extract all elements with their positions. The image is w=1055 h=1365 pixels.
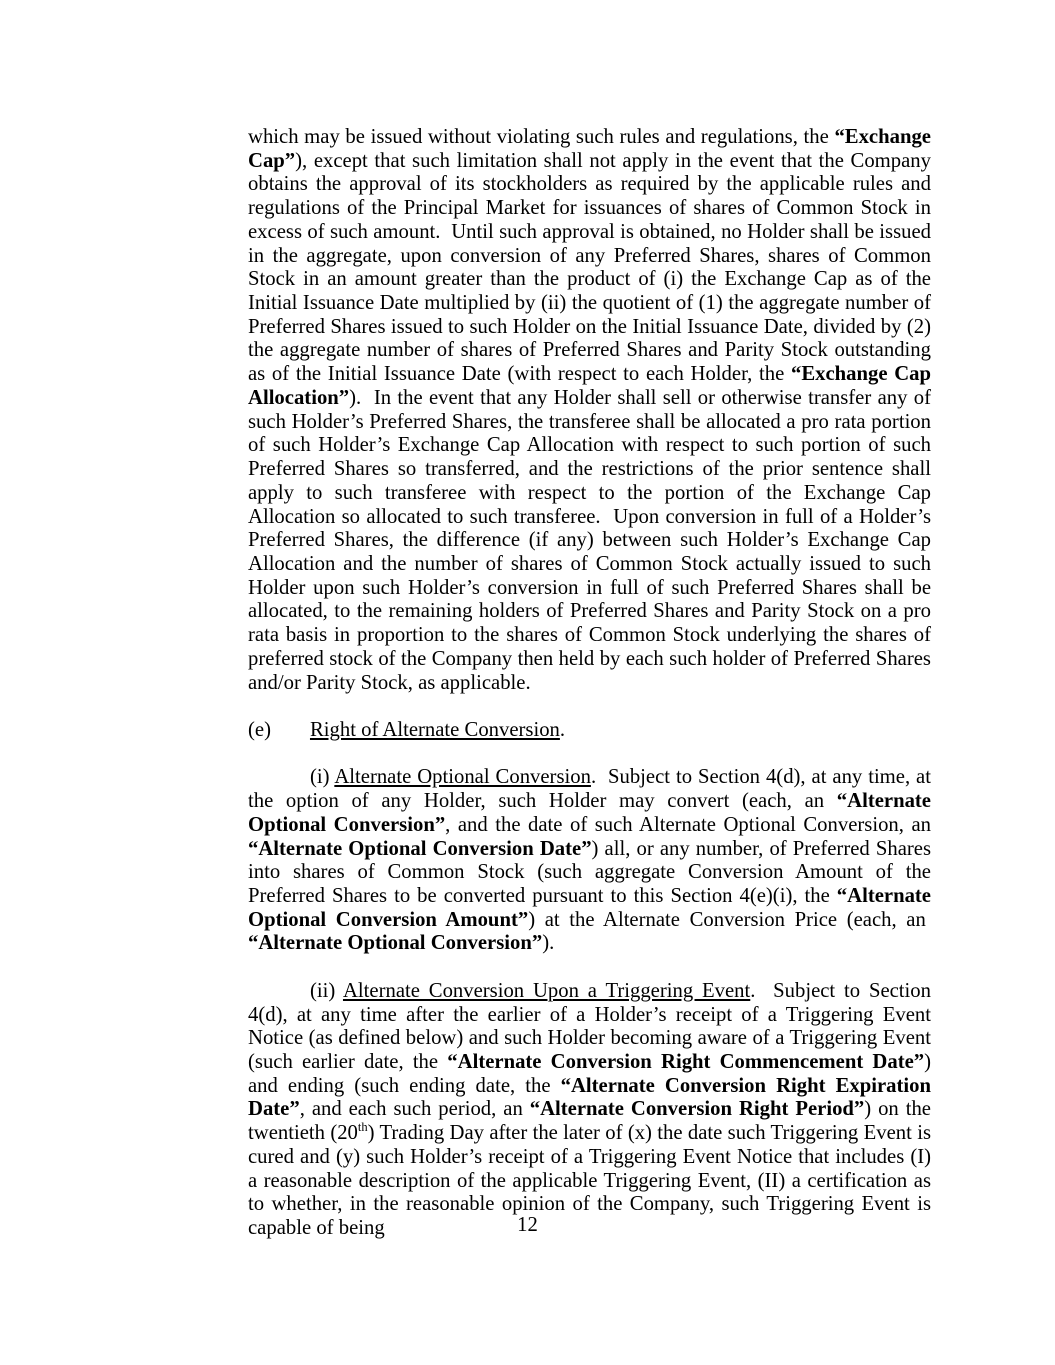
- paragraph-alternate-optional-conversion: [248, 766, 931, 956]
- text-run: (ii): [310, 979, 343, 1002]
- section-e-heading: [248, 719, 931, 743]
- text-run: ) all, or any number, of Preferred Shares into shares of Common Stock (such aggregate Conversion Amount of the Preferred Shares to be converted pursuant to this Section 4(e)(i), the: [248, 837, 931, 907]
- text-run: Alternate Optional Conversion: [334, 766, 591, 789]
- text-run: “Alternate Conversion Right Commencement Date”: [447, 1051, 925, 1074]
- text-run: “Alternate Conversion Right Period”: [529, 1098, 865, 1121]
- text-run: Alternate Conversion Upon a Triggering Event: [342, 979, 751, 1002]
- text-run: , and the date of such Alternate Optional Conversion, an: [445, 813, 931, 836]
- text-run: “Alternate Optional Conversion Date”: [248, 837, 592, 860]
- text-run: ) at the Alternate Conversion Price (each, an: [528, 908, 931, 931]
- paragraph-exchange-cap: [248, 126, 931, 695]
- text-run: Right of Alternate Conversion: [309, 718, 560, 741]
- text-run: “Alternate Optional Conversion Amount”: [248, 885, 931, 931]
- text-run: . Subject to Section 4(d), at any time, at the option of any Holder, such Holder may convert (each, an: [248, 766, 931, 813]
- text-run: ).: [542, 932, 555, 955]
- text-run: “Alternate Optional Conversion”: [248, 932, 543, 955]
- text-run: th: [357, 1120, 368, 1135]
- text-run: “Alternate Conversion Right Expiration Date”: [248, 1074, 931, 1121]
- text-run: (i): [310, 766, 335, 789]
- text-run: , and each such period, an: [299, 1098, 530, 1121]
- text-run: ), except that such limitation shall not apply in the event that the Company obtains the approval of its stockholders as required by the applicable rules and regulations of the Principal Market for issuances of shares of Common Stock in excess of such amount. Until such approval is obtained, no Holder shall be issued in the aggregate, upon conversion of any Preferred Shares, shares of Common Stock in an amount greater than the product of (i) the Exchange Cap as of the Initial Issuance Date multiplied by (ii) the quotient of (1) the aggregate number of Preferred Shares issued to such Holder on the Initial Issuance Date, divided by (2) the aggregate number of shares of Preferred Shares and Parity Stock outstanding as of the Initial Issuance Date (with respect to each Holder, the: [248, 149, 931, 386]
- text-run: .: [559, 718, 566, 741]
- text-run: ) and ending (such ending date, the: [248, 1051, 931, 1097]
- document-body: [248, 126, 931, 1265]
- text-run: (e): [248, 718, 271, 741]
- text-run: “Exchange Cap”: [248, 126, 931, 172]
- text-run: “Exchange Cap Allocation”: [248, 363, 931, 409]
- text-run: which may be issued without violating such rules and regulations, the: [248, 126, 835, 148]
- text-run: . Subject to Section 4(d), at any time after the earlier of a Holder’s receipt of a Triggering Event Notice (as defined below) and such Holder becoming aware of a Triggering Event (such earlier date, the: [248, 979, 931, 1074]
- text-run: ) on the twentieth (20: [248, 1098, 931, 1145]
- text-run: ). In the event that any Holder shall sell or otherwise transfer any of such Holder’s Preferred Shares, the transferee shall be allocated a pro rata portion of such Holder’s Exchange Cap Allocation with respect to such portion of such Preferred Shares so transferred, and the restrictions of the prior sentence shall apply to such transferee with respect to the portion of the Exchange Cap Allocation so allocated to such transferee. Upon conversion in full of a Holder’s Preferred Shares, the difference (if any) between such Holder’s Exchange Cap Allocation and the number of shares of Common Stock actually issued to such Holder upon such Holder’s conversion in full of such Preferred Shares shall be allocated, to the remaining holders of Preferred Shares and Parity Stock on a pro rata basis in proportion to the shares of Common Stock underlying the shares of preferred stock of the Company then held by each such holder of Preferred Shares and/or Parity Stock, as applicable.: [248, 386, 931, 694]
- text-run: “Alternate Optional Conversion”: [248, 790, 931, 836]
- text-run: ) Trading Day after the later of (x) the date such Triggering Event is cured and (y) such Holder’s receipt of a Triggering Event Notice that includes (I) a reasonable description of the applicable Triggering Event, (II) a certification as to whether, in the reasonable opinion of the Company, such Triggering Event is capable of being: [248, 1122, 931, 1240]
- paragraph-alternate-conversion-triggering-event: [248, 980, 931, 1241]
- page-number: 12: [517, 1214, 538, 1236]
